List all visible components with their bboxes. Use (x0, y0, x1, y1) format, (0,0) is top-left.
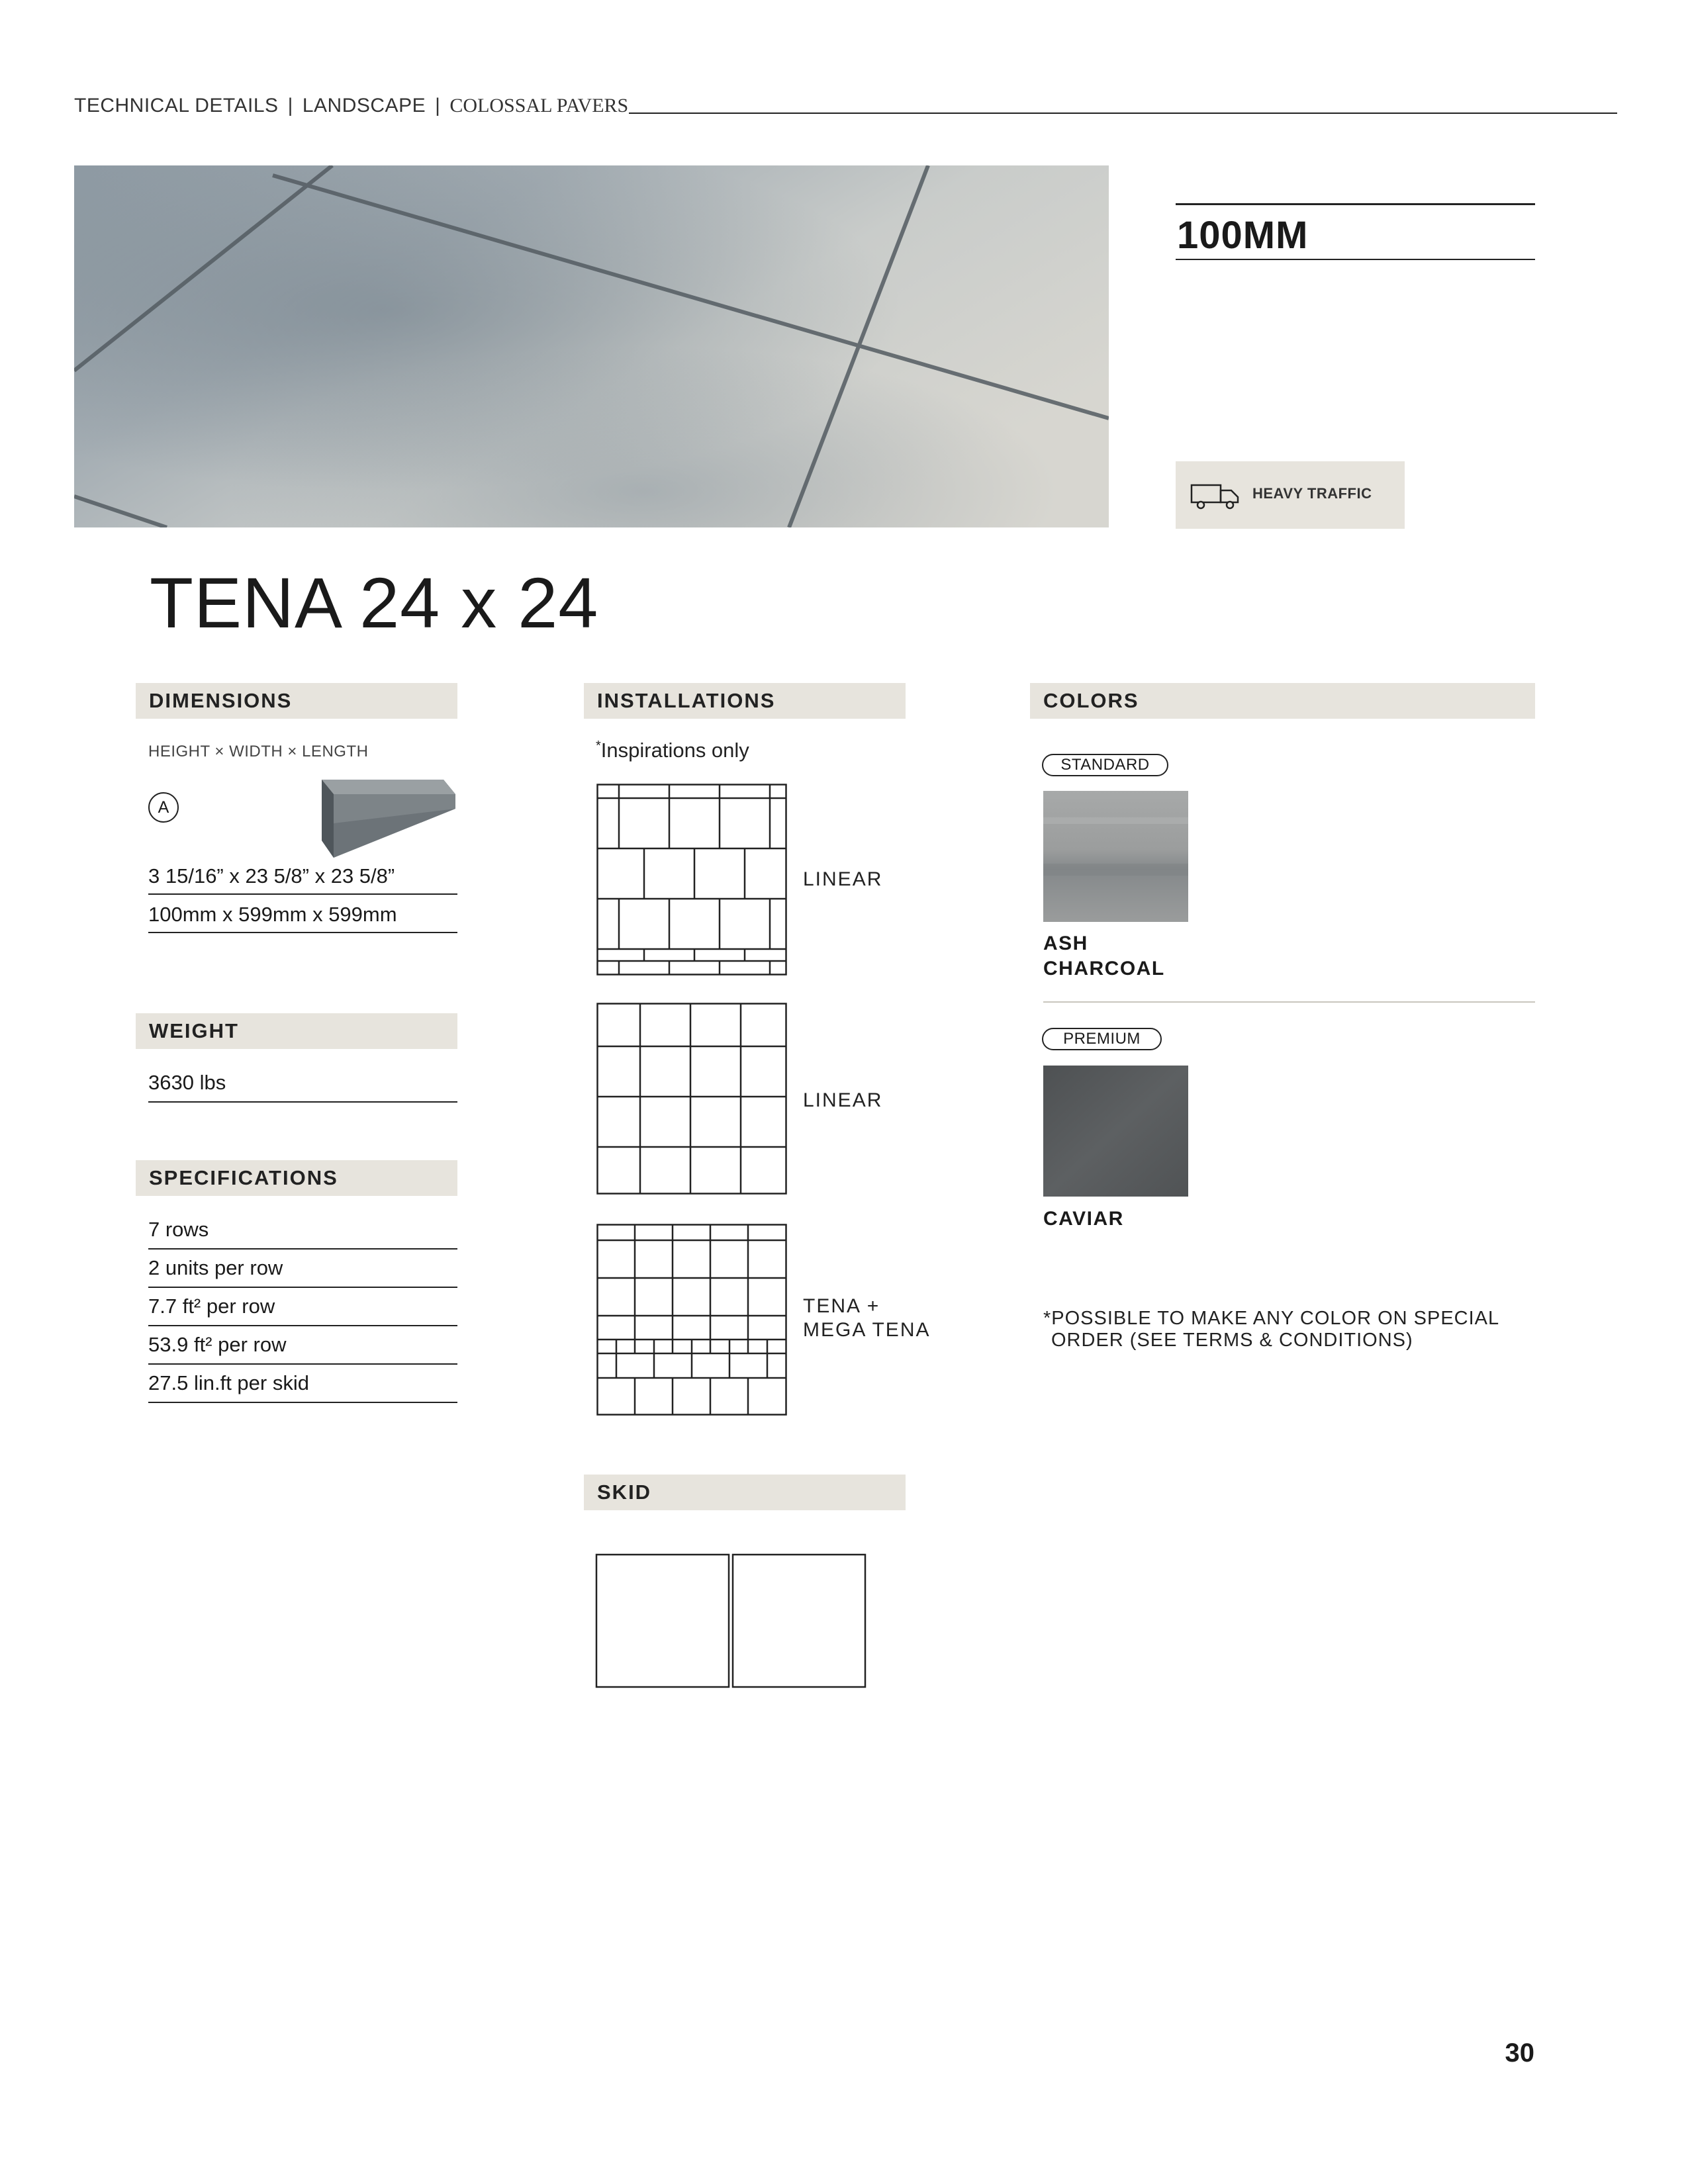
paver-photo-illustration (74, 165, 1109, 527)
spec-text: 27.5 lin.ft per skid (148, 1371, 309, 1394)
premium-tag: PREMIUM (1042, 1028, 1162, 1050)
pattern-label-line: MEGA TENA (803, 1319, 931, 1341)
pattern-tena-mega-tena (596, 1224, 787, 1416)
dimensions-metric: 100mm x 599mm x 599mm (148, 903, 397, 926)
thickness-rule-bottom (1176, 259, 1535, 260)
page-number: 30 (1505, 2038, 1534, 2068)
colors-divider (1043, 1001, 1535, 1003)
spec-text: 2 units per row (148, 1256, 283, 1279)
hero-paver-photo (74, 165, 1109, 527)
row-divider (148, 1101, 457, 1103)
breadcrumb-landscape: LANDSCAPE (302, 95, 426, 116)
specifications-heading: SPECIFICATIONS (136, 1160, 457, 1196)
ash-charcoal-swatch (1043, 791, 1188, 922)
weight-heading: WEIGHT (136, 1013, 457, 1049)
breadcrumb-colossal-pavers: COLOSSAL PAVERS (449, 95, 629, 116)
spec-row (148, 1288, 457, 1326)
pattern-linear-running-bond (596, 784, 787, 976)
product-title: TENA 24 x 24 (150, 563, 599, 643)
spec-row (148, 1326, 457, 1365)
paver-unit-illustration (314, 774, 459, 858)
installations-note-text: Inspirations only (600, 739, 749, 762)
spec-row (148, 1365, 457, 1403)
swatch-name-line: ASH (1043, 933, 1088, 954)
caviar-swatch-texture (1043, 1066, 1188, 1197)
skid-diagram (595, 1553, 867, 1690)
spec-text: 7 rows (148, 1218, 209, 1241)
caviar-swatch (1043, 1066, 1188, 1197)
colors-heading: COLORS (1030, 683, 1535, 719)
skid-unit (596, 1555, 729, 1687)
header-rule (629, 113, 1617, 114)
heavy-traffic-label: HEAVY TRAFFIC (1252, 485, 1372, 502)
pattern-label-linear-2: LINEAR (803, 1089, 883, 1111)
swatch-name-line: CHARCOAL (1043, 958, 1165, 979)
breadcrumb-technical-details: TECHNICAL DETAILS (74, 95, 279, 116)
row-divider (148, 893, 457, 895)
pattern-label-tena-mega-tena (803, 1295, 931, 1342)
row-divider (148, 1402, 457, 1403)
asterisk: * (596, 739, 601, 753)
weight-value: 3630 lbs (148, 1071, 226, 1094)
pattern-linear-stack-bond (596, 1003, 787, 1195)
dimensions-caption: HEIGHT × WIDTH × LENGTH (148, 743, 369, 760)
specifications-list (148, 1211, 457, 1403)
spec-row (148, 1211, 457, 1250)
special-order-note (1043, 1308, 1499, 1351)
spec-row (148, 1250, 457, 1288)
standard-tag: STANDARD (1042, 754, 1168, 776)
thickness-rule-top (1176, 203, 1535, 205)
pattern-label-linear-1: LINEAR (803, 868, 883, 890)
breadcrumb-separator: | (287, 95, 293, 116)
breadcrumb-header (74, 95, 628, 117)
skid-heading: SKID (584, 1475, 906, 1510)
dimensions-heading: DIMENSIONS (136, 683, 457, 719)
installations-heading: INSTALLATIONS (584, 683, 906, 719)
dimensions-imperial: 3 15/16” x 23 5/8” x 23 5/8” (148, 864, 395, 887)
ash-charcoal-swatch-texture (1043, 791, 1188, 922)
heavy-traffic-badge (1176, 461, 1405, 529)
spec-text: 7.7 ft² per row (148, 1295, 275, 1318)
caviar-name: CAVIAR (1043, 1208, 1124, 1230)
note-line: ORDER (SEE TERMS & CONDITIONS) (1051, 1330, 1413, 1351)
dimension-marker-a: A (148, 792, 179, 823)
installations-note (596, 739, 749, 762)
thickness-label: 100MM (1177, 214, 1309, 257)
row-divider (148, 932, 457, 933)
spec-text: 53.9 ft² per row (148, 1333, 287, 1356)
pattern-label-line: TENA + (803, 1295, 880, 1317)
truck-icon (1189, 481, 1242, 510)
breadcrumb-separator: | (435, 95, 441, 116)
ash-charcoal-name (1043, 931, 1165, 981)
note-line: *POSSIBLE TO MAKE ANY COLOR ON SPECIAL (1043, 1308, 1500, 1329)
skid-unit (733, 1555, 865, 1687)
